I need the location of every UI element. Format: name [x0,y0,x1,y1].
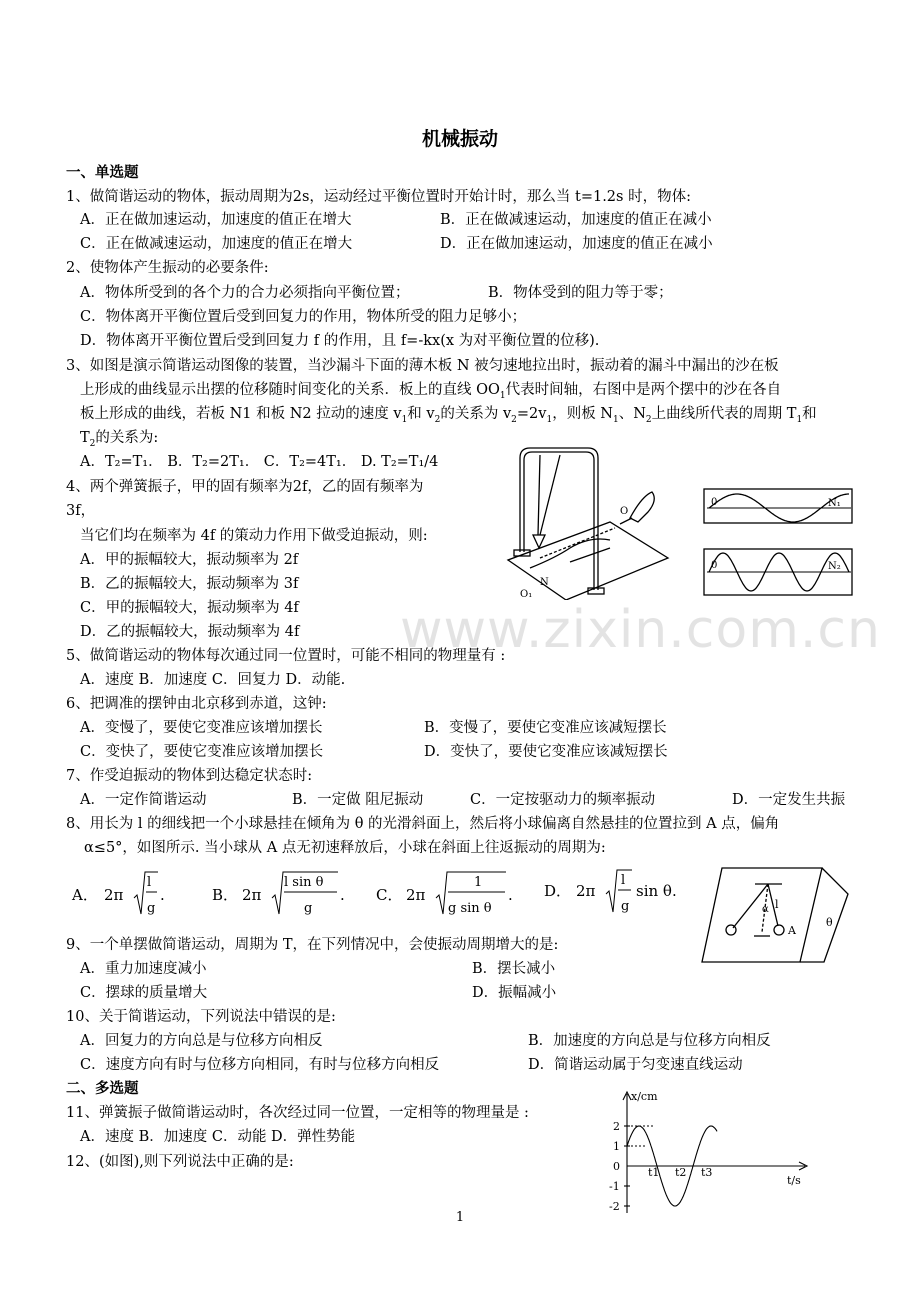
graph-ytick-2: 2 [613,1120,620,1133]
formula-a-dot: . [160,886,165,904]
q8-line-1: 8、用长为 l 的细线把一个小球悬挂在倾角为 θ 的光滑斜面上，然后将小球偏离自然悬挂的位置拉到 A 点，偏角 [66,816,780,832]
formula-c-dot: . [508,886,513,904]
sand-pendulum-figure [500,440,675,600]
graph-ytick-0: 0 [613,1160,620,1173]
q8-line-2: α≤5°，如图所示. 当小球从 A 点无初速释放后，小球在斜面上往返振动的周期为: [84,840,606,856]
formula-b-2pi: 2π [242,886,262,904]
formula-d-dot: . [672,882,677,900]
n1-label: N₁ [828,498,841,509]
q3-line-4: $T_2$的关系为: [80,430,159,449]
q7-option-c: C．一定按驱动力的频率振动 [470,792,656,808]
q2-stem: 2、使物体产生振动的必要条件: [66,260,269,276]
q11-stem: 11、弹簧振子做简谐运动时，各次经过同一位置，一定相等的物理量是 : [66,1105,529,1121]
formula-a-2pi: 2π [104,886,124,904]
formula-d-tail: sin θ [636,882,672,900]
q1-option-c: C．正在做减速运动，加速度的值正在增大 [80,236,353,252]
q7-stem: 7、作受迫振动的物体到达稳定状态时: [66,768,313,784]
n2-curve-figure [703,548,853,596]
q4-line-1: 4、两个弹簧振子，甲的固有频率为2f，乙的固有频率为 [66,479,424,495]
formula-d-den: g [621,899,630,914]
q10-option-b: B．加速度的方向总是与位移方向相反 [528,1033,771,1049]
formula-d-label: D． [544,882,572,900]
q4-line-2: 3f， [66,503,96,519]
q10-option-a: A．回复力的方向总是与位移方向相反 [80,1033,323,1049]
formula-b-den: g [304,901,313,916]
q2-option-c: C．物体离开平衡位置后受到回复力的作用，物体所受的阻力足够小； [80,309,527,325]
formula-b-num: l sin θ [284,875,324,890]
q3-line-1: 3、如图是演示简谐运动图像的装置，当沙漏斗下面的薄木板 N 被匀速地拉出时，振动着的漏斗中漏出的沙在板 [66,358,779,374]
section-single-choice: 一、单选题 [66,165,139,181]
q3-line-3: 板上形成的曲线，若板 N1 和板 N2 拉动的速度 $v_1$和 $v_2$的关系为 $v_2=2v_1$，则板 $N_1$、$N_2$上曲线所代表的周期 $T_1$和 [80,406,817,425]
formula-a-label: A． [72,886,98,904]
n1-curve-figure [703,488,853,524]
q1-stem: 1、做简谐运动的物体，振动周期为2s，运动经过平衡位置时开始计时，那么当 t=1.2s 时，物体: [66,189,691,205]
incline-l: l [775,898,779,911]
incline-theta: θ [826,916,833,929]
formula-c-label: C． [376,886,403,904]
q12-xt-graph [605,1088,815,1218]
q7-option-a: A．一定作简谐运动 [80,792,207,808]
q6-stem: 6、把调准的摆钟由北京移到赤道，这钟: [66,696,327,712]
q4-option-c: C．甲的振幅较大，振动频率为 4f [80,600,299,616]
q2-option-d: D．物体离开平衡位置后受到回复力 f 的作用，且 f=-kx(x 为对平衡位置的位移). [80,333,600,349]
fig-label-o: O [620,506,629,517]
q4-line-3: 当它们均在频率为 4f 的策动力作用下做受迫振动，则: [80,528,428,544]
section-multiple-choice: 二、多选题 [66,1081,139,1097]
q3-line-2: 上形成的曲线显示出摆的位移随时间变化的关系．板上的直线 $OO_1$代表时间轴，右图中是两个摆中的沙在各自 [80,382,782,401]
formula-d-num: l [621,873,626,888]
graph-xtick-t3: t3 [701,1166,713,1179]
graph-ytick-neg2: -2 [609,1200,620,1213]
q10-option-c: C．速度方向有时与位移方向相同，有时与位移方向相反 [80,1057,440,1073]
q9-stem: 9、一个单摆做简谐运动，周期为 T，在下列情况中，会使振动周期增大的是: [66,937,559,953]
q9-option-b: B．摆长减小 [472,961,556,977]
graph-ytick-1: 1 [613,1140,620,1153]
graph-xtick-t1: t1 [648,1166,660,1179]
q8-formulas [66,862,706,922]
q1-option-b: B．正在做减速运动，加速度的值正在减小 [440,212,712,228]
q7-option-b: B．一定做 阻尼振动 [292,792,424,808]
formula-a-den: g [147,901,156,916]
q1-option-d: D．正在做加速运动，加速度的值正在减小 [440,236,713,252]
formula-c-den: g sin θ [448,901,492,916]
graph-xtick-t2: t2 [675,1166,687,1179]
formula-b-dot: . [340,886,345,904]
watermark: www.zixin.com.cn [400,600,881,660]
incline-alpha: α [762,904,769,915]
q7-option-d: D．一定发生共振 [732,792,846,808]
graph-ytick-neg1: -1 [609,1180,620,1193]
graph-ylabel: x/cm [631,1090,658,1103]
q9-option-d: D．振幅减小 [472,985,557,1001]
page-title: 机械振动 [421,128,498,150]
q5-stem: 5、做简谐运动的物体每次通过同一位置时，可能不相同的物理量有 : [66,648,506,664]
q4-option-a: A．甲的振幅较大，振动频率为 2f [80,552,299,568]
q10-stem: 10、关于简谐运动，下列说法中错误的是: [66,1009,336,1025]
q6-option-b: B．变慢了，要使它变准应该减短摆长 [424,720,667,736]
q10-option-d: D．简谐运动属于匀变速直线运动 [528,1057,743,1073]
q3-options: A．T₂=T₁． B．T₂=2T₁． C．T₂=4T₁． D. T₂=T₁/4 [80,454,439,470]
q2-option-a: A．物体所受到的各个力的合力必须指向平衡位置； [80,285,410,301]
formula-b-label: B． [212,886,239,904]
n1-origin: 0 [711,497,718,508]
n2-origin: 0 [711,560,718,571]
q12-stem: 12、(如图),则下列说法中正确的是: [66,1154,294,1170]
n2-label: N₂ [828,561,841,572]
q4-option-b: B．乙的振幅较大，振动频率为 3f [80,576,299,592]
q6-option-d: D．变快了，要使它变准应该减短摆长 [424,744,668,760]
fig-label-o1: O₁ [520,589,533,600]
q9-option-a: A．重力加速度减小 [80,961,207,977]
graph-xlabel: t/s [787,1174,801,1187]
q5-options: A．速度 B．加速度 C．回复力 D．动能. [80,672,346,688]
q6-option-a: A．变慢了，要使它变准应该增加摆长 [80,720,323,736]
formula-a-num: l [147,875,152,890]
fig-label-n: N [540,577,549,588]
q6-option-c: C．变快了，要使它变准应该增加摆长 [80,744,324,760]
formula-c-num: 1 [474,875,483,890]
incline-pendulum-figure [700,862,850,967]
q4-option-d: D．乙的振幅较大，振动频率为 4f [80,624,300,640]
formula-d-2pi: 2π [576,882,596,900]
q9-option-c: C．摆球的质量增大 [80,985,208,1001]
q11-options: A．速度 B．加速度 C．动能 D．弹性势能 [80,1129,356,1145]
incline-a: A [788,924,796,937]
q2-option-b: B．物体受到的阻力等于零； [488,285,673,301]
page-number: 1 [455,1210,465,1225]
formula-c-2pi: 2π [406,886,426,904]
q1-option-a: A．正在做加速运动，加速度的值正在增大 [80,212,352,228]
